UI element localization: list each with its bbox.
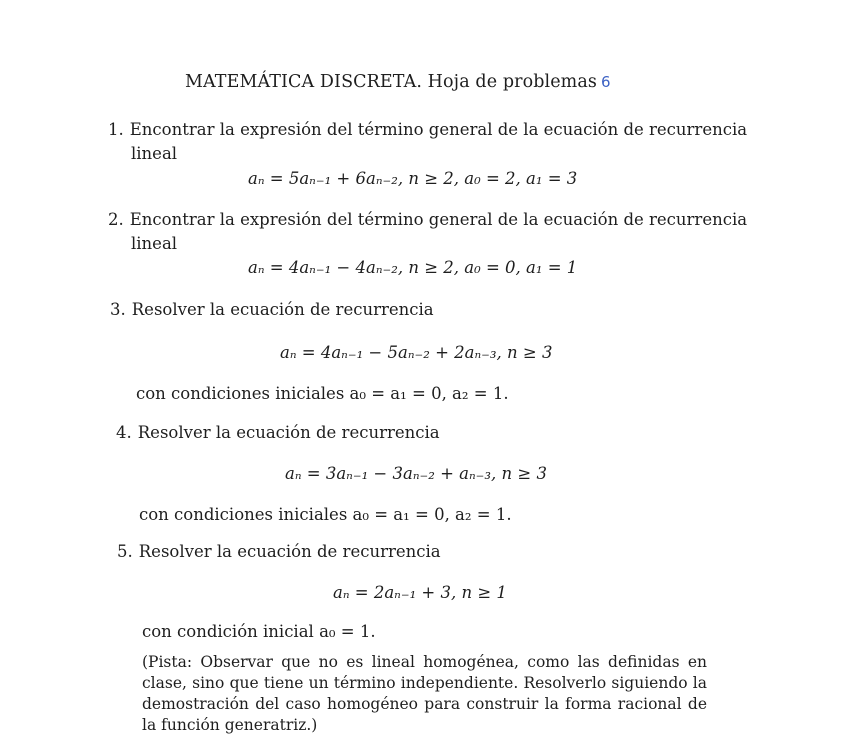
- problem-5-equation: aₙ = 2aₙ₋₁ + 3, n ≥ 1: [333, 583, 507, 602]
- problem-4-statement: [116, 423, 440, 442]
- problem-2-equation: aₙ = 4aₙ₋₁ − 4aₙ₋₂, n ≥ 2, a₀ = 0, a₁ = 1: [248, 258, 578, 277]
- problem-5-text: Resolver la ecuación de recurrencia: [138, 542, 441, 561]
- problem-3-statement: [110, 300, 434, 319]
- problem-3-conditions: con condiciones iniciales a₀ = a₁ = 0, a₂ = 1.: [136, 384, 509, 403]
- problem-4-conditions: con condiciones iniciales a₀ = a₁ = 0, a₂ = 1.: [139, 505, 512, 524]
- problem-1-statement: [108, 120, 747, 139]
- problem-5-label: 5.: [117, 542, 133, 561]
- problem-3-label: 3.: [110, 300, 126, 319]
- problem-2-text-cont: lineal: [131, 234, 178, 253]
- problem-5-hint: (Pista: Observar que no es lineal homogénea, como las definidas en clase, sino que tiene un término independiente. Resolverlo siguiendo la demostración del caso homogéneo para construir la forma racional de la función generatriz.): [142, 653, 707, 734]
- problem-4-text: Resolver la ecuación de recurrencia: [137, 423, 440, 442]
- problem-4-equation: aₙ = 3aₙ₋₁ − 3aₙ₋₂ + aₙ₋₃, n ≥ 3: [285, 464, 547, 483]
- problem-2-text: Encontrar la expresión del término general de la ecuación de recurrencia: [129, 210, 748, 229]
- problem-3-text: Resolver la ecuación de recurrencia: [131, 300, 434, 319]
- title-text: MATEMÁTICA DISCRETA. Hoja de problemas: [185, 72, 597, 92]
- problem-2-label: 2.: [108, 210, 124, 229]
- problem-3-equation: aₙ = 4aₙ₋₁ − 5aₙ₋₂ + 2aₙ₋₃, n ≥ 3: [280, 343, 553, 362]
- problem-1-text: Encontrar la expresión del término general de la ecuación de recurrencia: [129, 120, 748, 139]
- problem-1-label: 1.: [108, 120, 124, 139]
- problem-5-conditions: con condición inicial a₀ = 1.: [142, 622, 376, 641]
- problem-1-text-cont: lineal: [131, 144, 178, 163]
- problem-2-statement: [108, 210, 747, 229]
- sheet-number: 6: [600, 73, 611, 91]
- page-title: [185, 72, 611, 92]
- problem-5-statement: [117, 542, 441, 561]
- problem-4-label: 4.: [116, 423, 132, 442]
- problem-1-equation: aₙ = 5aₙ₋₁ + 6aₙ₋₂, n ≥ 2, a₀ = 2, a₁ = 3: [248, 169, 578, 188]
